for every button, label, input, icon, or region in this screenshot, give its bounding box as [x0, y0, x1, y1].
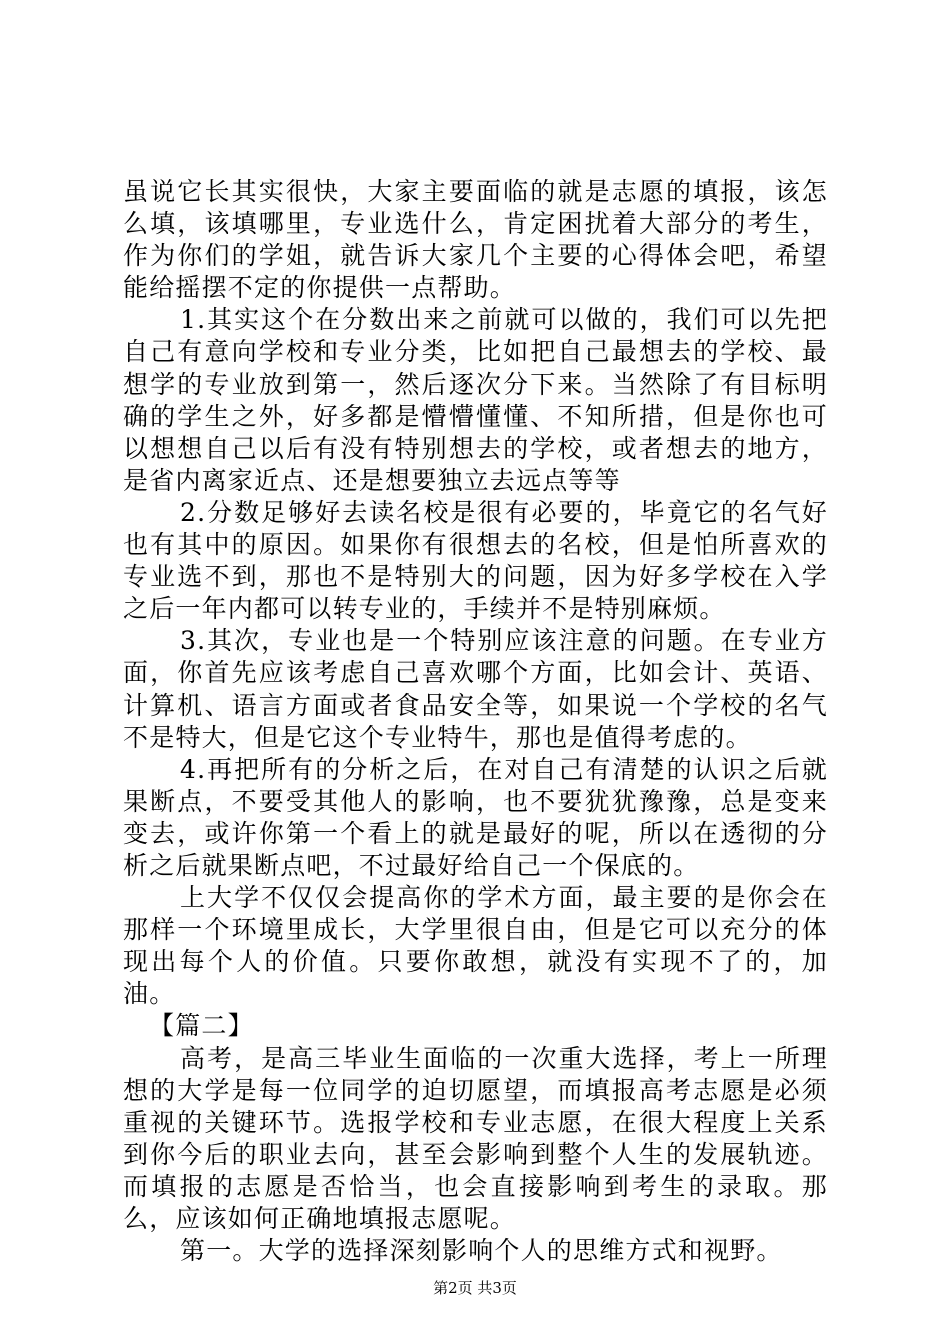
- section-heading: 【篇二】: [149, 1011, 254, 1041]
- closing-paragraph: 上大学不仅仅会提高你的学术方面，最主要的是你会在那样一个环境里成长，大学里很自由，但是它可以充分的体现出每个人的价值。只要你敢想，就没有实现不了的，加油。: [123, 883, 828, 1009]
- document-body: [123, 176, 828, 1267]
- section-intro-paragraph: 高考，是高三毕业生面临的一次重大选择，考上一所理想的大学是每一位同学的迫切愿望，而填报高考志愿是必须重视的关键环节。选报学校和专业志愿，在很大程度上关系到你今后的职业去向，甚至会影响到整个人生的发展轨迹。而填报的志愿是否恰当，也会直接影响到考生的录取。那么，应该如何正确地填报志愿呢。: [123, 1043, 828, 1233]
- page-footer: 第2页 共3页: [433, 1279, 517, 1297]
- body-paragraph-continuation: 虽说它长其实很快，大家主要面临的就是志愿的填报，该怎么填，该填哪里，专业选什么，肯定困扰着大部分的考生，作为你们的学姐，就告诉大家几个主要的心得体会吧，希望能给摇摆不定的你提供一点帮助。: [123, 177, 828, 303]
- list-item-3: 3.其次，专业也是一个特别应该注意的问题。在专业方面，你首先应该考虑自己喜欢哪个方面，比如会计、英语、计算机、语言方面或者食品安全等，如果说一个学校的名气不是特大，但是它这个专业特牛，那也是值得考虑的。: [123, 626, 828, 752]
- point-one-paragraph: 第一。大学的选择深刻影响个人的思维方式和视野。: [180, 1236, 783, 1266]
- list-item-2: 2.分数足够好去读名校是很有必要的，毕竟它的名气好也有其中的原因。如果你有很想去的名校，但是怕所喜欢的专业选不到，那也不是特别大的问题，因为好多学校在入学之后一年内都可以转专业的，手续并不是特别麻烦。: [123, 497, 828, 624]
- list-item-1: 1.其实这个在分数出来之前就可以做的，我们可以先把自己有意向学校和专业分类，比如把自己最想去的学校、最想学的专业放到第一，然后逐次分下来。当然除了有目标明确的学生之外，好多都是懵懵懂懂、不知所措，但是你也可以想想自己以后有没有特别想去的学校，或者想去的地方，是省内离家近点、还是想要独立去远点等等: [123, 305, 828, 495]
- list-item-4: 4.再把所有的分析之后，在对自己有清楚的认识之后就果断点，不要受其他人的影响，也不要犹犹豫豫，总是变来变去，或许你第一个看上的就是最好的呢，所以在透彻的分析之后就果断点吧，不过最好给自己一个保底的。: [123, 754, 828, 880]
